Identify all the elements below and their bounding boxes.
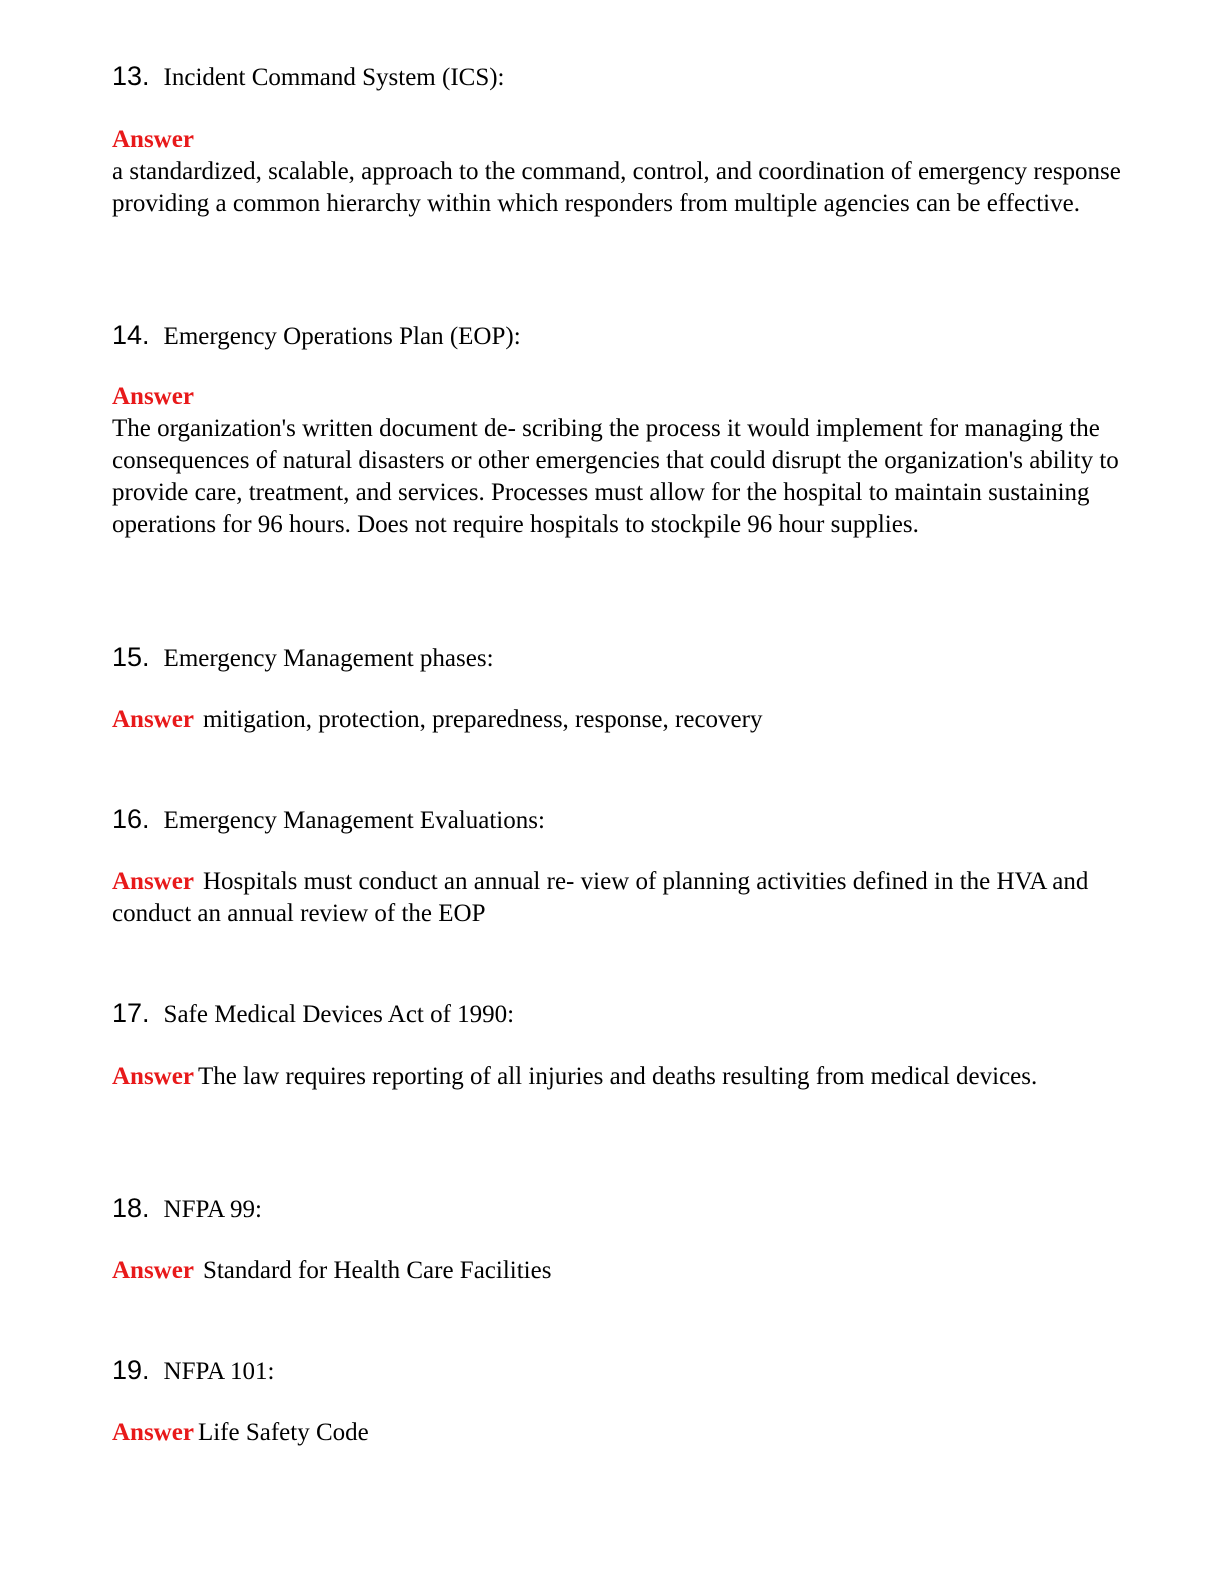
question-term: Emergency Management Evaluations: — [163, 807, 545, 834]
question-number: 15. — [112, 642, 150, 672]
answer-label: Answer — [112, 1063, 194, 1090]
question-15 — [112, 641, 494, 675]
question-number: 18. — [112, 1193, 150, 1223]
question-number: 16. — [112, 804, 150, 834]
question-18 — [112, 1192, 262, 1226]
answer-text: Standard for Health Care Facilities — [202, 1257, 552, 1284]
question-number: 13. — [112, 61, 150, 91]
answer-18 — [112, 1255, 1122, 1287]
answer-16 — [112, 866, 1122, 930]
question-term: Emergency Management phases: — [163, 645, 494, 672]
question-17 — [112, 997, 514, 1031]
question-19 — [112, 1354, 274, 1388]
question-term: NFPA 99: — [163, 1196, 262, 1223]
answer-label: Answer — [112, 1419, 194, 1446]
answer-19 — [112, 1417, 1122, 1449]
answer-14 — [112, 381, 1122, 541]
question-term: Emergency Operations Plan (EOP): — [163, 323, 521, 350]
question-term: Incident Command System (ICS): — [163, 64, 505, 91]
answer-label: Answer — [112, 706, 194, 733]
question-number: 14. — [112, 320, 150, 350]
answer-label: Answer — [112, 1257, 194, 1284]
answer-label: Answer — [112, 126, 194, 153]
answer-text: Life Safety Code — [197, 1419, 369, 1446]
answer-label: Answer — [112, 868, 194, 895]
answer-text: a standardized, scalable, approach to the command, control, and coordination of emergency response providing a common hierarchy within which responders from multiple agencies can be effective. — [112, 158, 1121, 217]
question-term: Safe Medical Devices Act of 1990: — [163, 1001, 515, 1028]
question-number: 19. — [112, 1355, 150, 1385]
answer-text: The organization's written document de- scribing the process it would implement for managing the consequences of natural disasters or other emergencies that could disrupt the organization's ability to provide care, treatment, and services. Processes must allow for the hospital to maintain sustaining operations for 96 hours. Does not require hospitals to stockpile 96 hour supplies. — [112, 415, 1119, 538]
question-13 — [112, 60, 505, 94]
answer-label: Answer — [112, 383, 194, 410]
answer-text: The law requires reporting of all injuries and deaths resulting from medical devices. — [197, 1063, 1038, 1090]
answer-17 — [112, 1061, 1122, 1093]
answer-13 — [112, 124, 1122, 220]
answer-text: Hospitals must conduct an annual re- view of planning activities defined in the HVA and conduct an annual review of the EOP — [112, 868, 1089, 927]
question-number: 17. — [112, 998, 150, 1028]
answer-text: mitigation, protection, preparedness, response, recovery — [202, 706, 763, 733]
question-14 — [112, 319, 521, 353]
question-term: NFPA 101: — [163, 1358, 275, 1385]
question-16 — [112, 803, 545, 837]
answer-15 — [112, 704, 1122, 736]
